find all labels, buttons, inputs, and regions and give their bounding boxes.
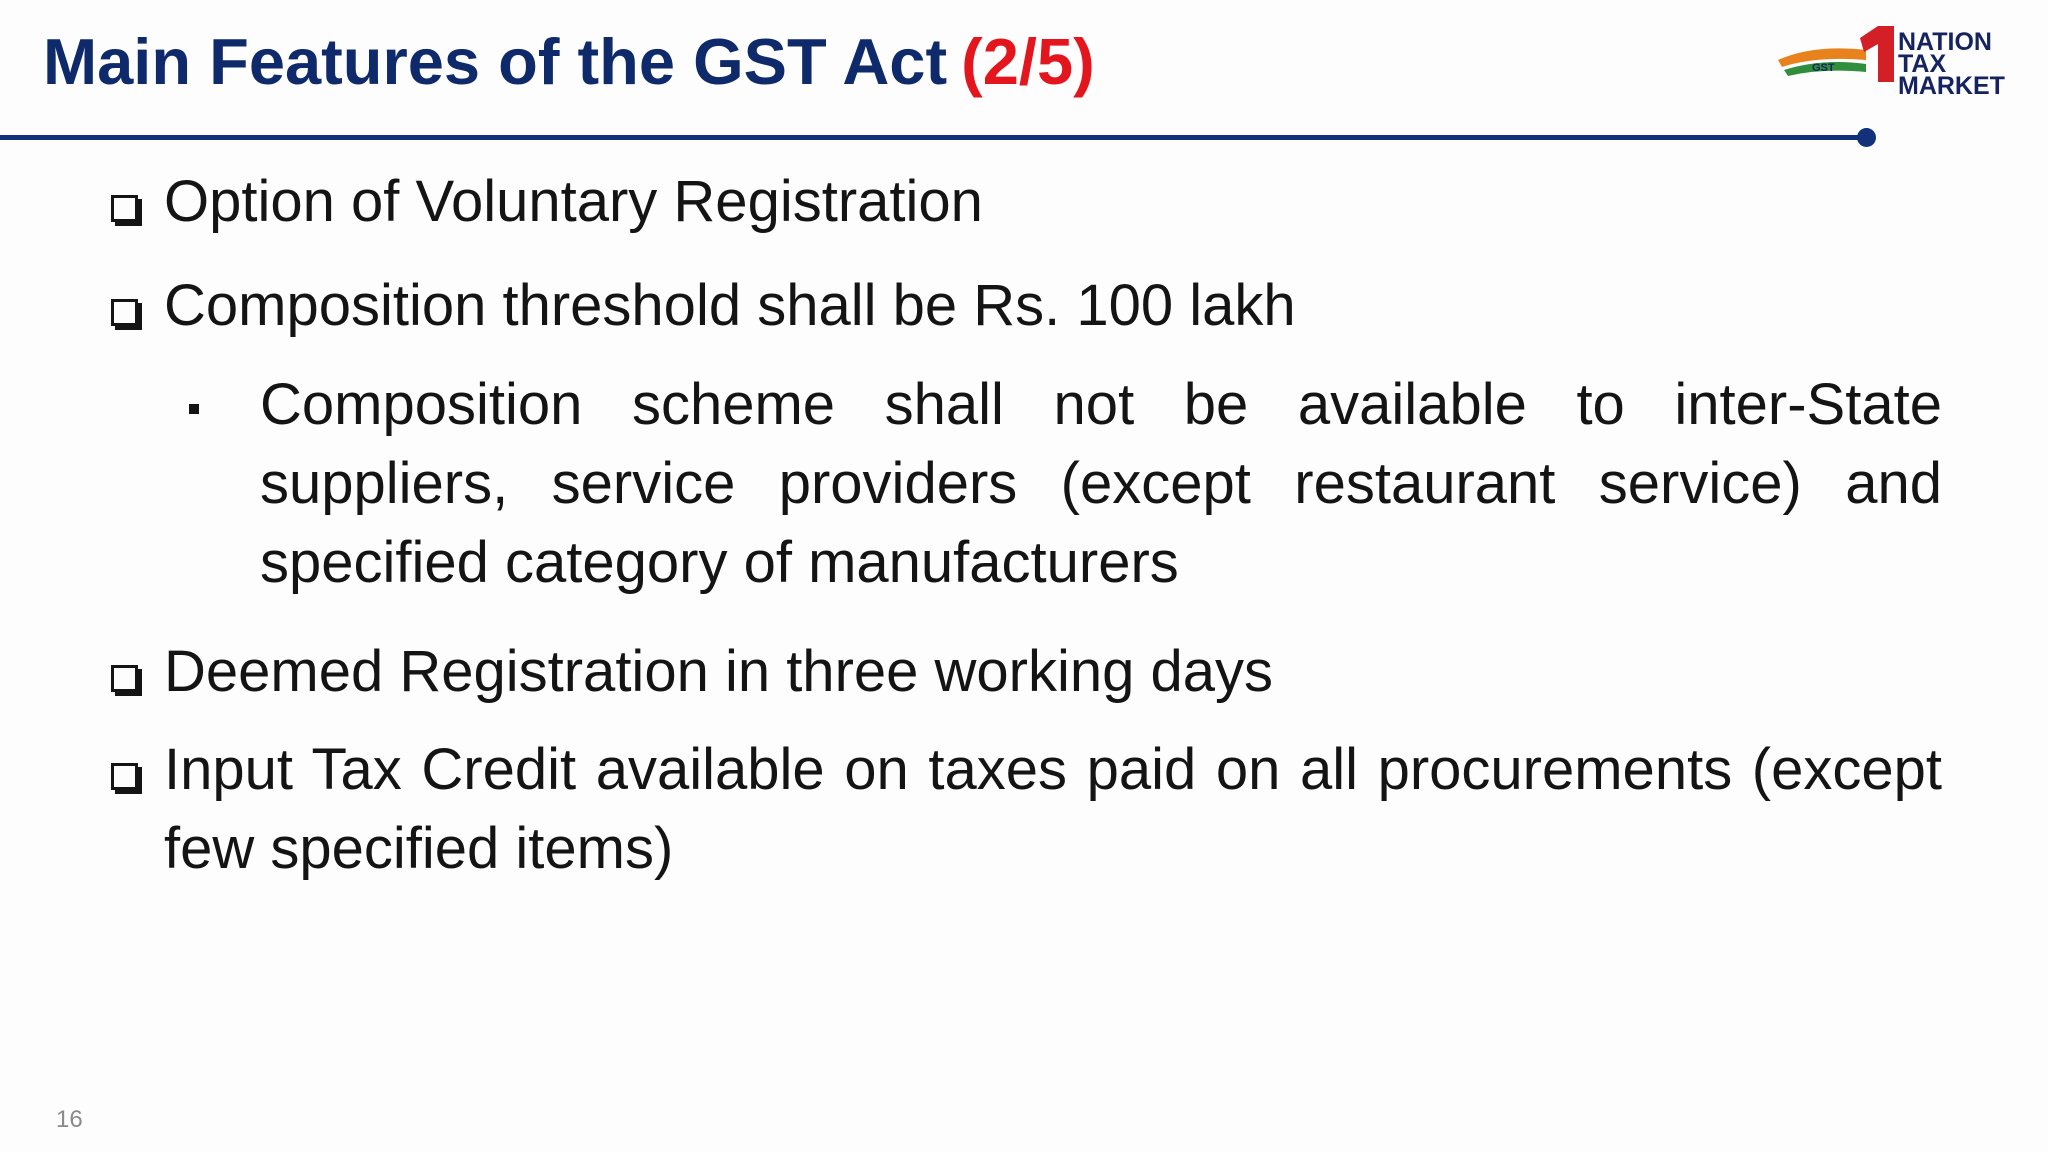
logo-text-tax: TAX: [1898, 50, 1947, 78]
bullet-item: Deemed Registration in three working days: [164, 639, 1273, 704]
logo-text-nation: NATION: [1898, 28, 1992, 56]
bullet-item: Option of Voluntary Registration: [164, 169, 983, 234]
sub-bullet-item: Composition scheme shall not be available to inter-State suppliers, service providers (except restaurant service) and specified category of manufacturers: [260, 372, 1942, 595]
hollow-square-bullet-icon: [111, 763, 138, 790]
svg-text:GST: GST: [1812, 62, 1835, 74]
hollow-square-bullet-icon: [111, 299, 138, 326]
slide-title-main: Main Features of the GST Act: [43, 25, 948, 98]
filled-square-subbullet-icon: [189, 404, 199, 414]
page-number: 16: [56, 1106, 83, 1133]
slide-title-part: (2/5): [961, 25, 1095, 98]
bullet-item: Input Tax Credit available on taxes paid on all procurements (except few specified items): [164, 737, 1942, 881]
hollow-square-bullet-icon: [111, 195, 138, 222]
hollow-square-bullet-icon: [111, 665, 138, 692]
bullet-item: Composition threshold shall be Rs. 100 lakh: [164, 273, 1296, 338]
logo-text-market: MARKET: [1898, 72, 2005, 95]
